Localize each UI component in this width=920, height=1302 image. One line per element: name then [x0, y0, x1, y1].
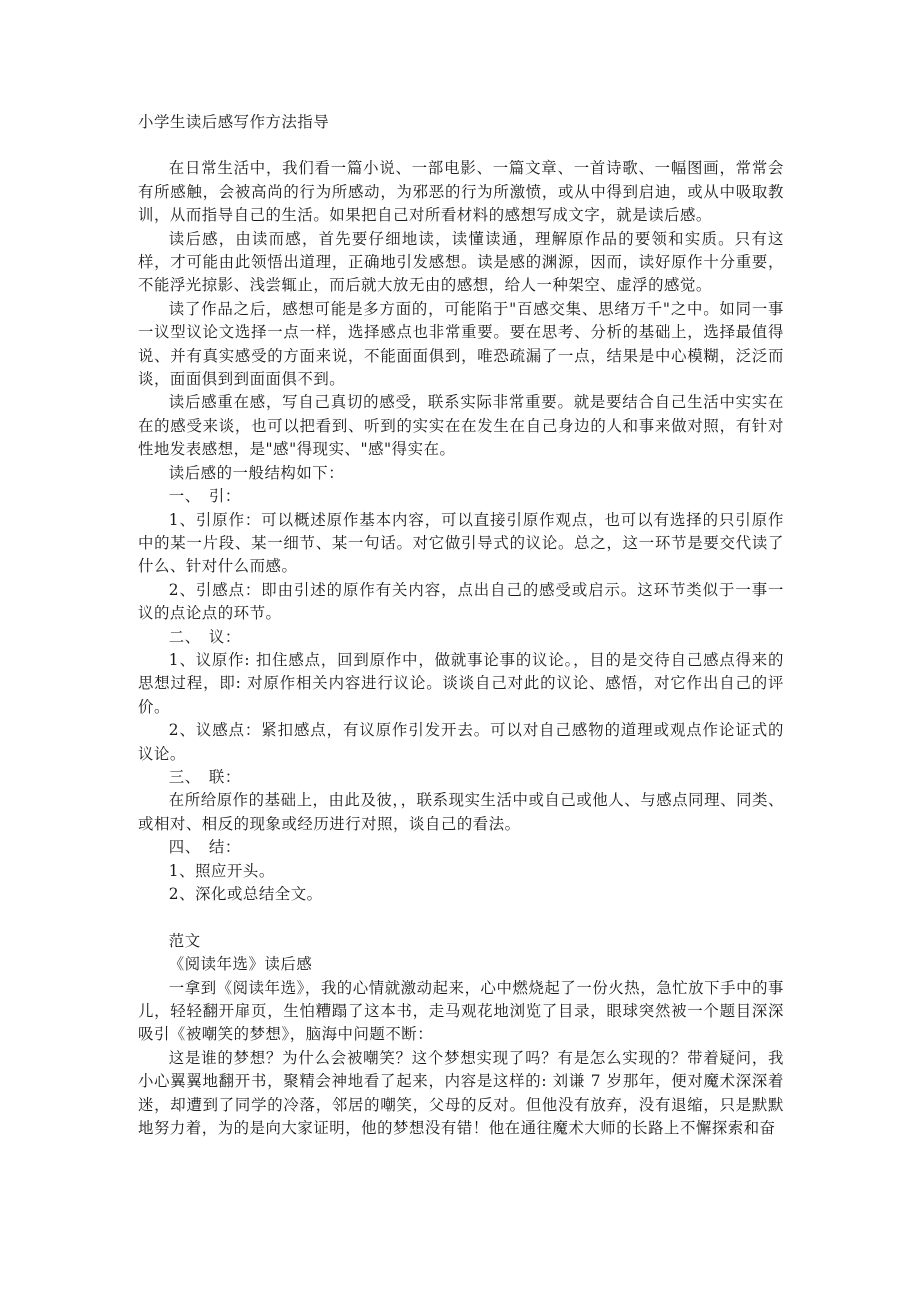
structure-intro: 读后感的一般结构如下：	[168, 463, 345, 482]
section-heading-jie: 四、 结：	[168, 838, 241, 857]
sample-label: 范文	[168, 931, 201, 950]
body-paragraph: 在所给原作的基础上，由此及彼，，联系现实生活中或自己或他人、与感点同理、同类、或相对、相反的现象或经历进行对照，谈自己的看法。	[138, 791, 784, 833]
document-page	[138, 111, 784, 1140]
body-paragraph: 在日常生活中，我们看一篇小说、一部电影、一篇文章、一首诗歌、一幅图画，常常会有所感触，会被高尚的行为所感动，为邪恶的行为所激愤，或从中得到启迪，或从中吸取教训，从而指导自己的生活。如果把自己对所看材料的感想写成文字，就是读后感。	[138, 159, 784, 225]
body-paragraph: 2、深化或总结全文。	[168, 885, 323, 903]
body-paragraph: 读后感重在感，写自己真切的感受，联系实际非常重要。就是要结合自己生活中实实在在的感受来谈，也可以把看到、听到的实实在在发生在自己身边的人和事来做对照，有针对性地发表感想，是"感"得现实、"感"得实在。	[138, 393, 784, 459]
document-title: 小学生读后感写作方法指导	[138, 113, 330, 131]
body-paragraph: 1、照应开头。	[168, 861, 275, 880]
body-paragraph: 读后感，由读而感，首先要仔细地读，读懂读通，理解原作品的要领和实质。只有这样，才可能由此领悟出道理，正确地引发感想。读是感的渊源，因而，读好原作十分重要，不能浮光掠影、浅尝辄止，而后就大放无由的感想，给人一种架空、虚浮的感觉。	[138, 229, 784, 295]
body-paragraph: 2、引感点：即由引述的原作有关内容，点出自己的感受或启示。这环节类似于一事一议的点论点的环节。	[138, 580, 784, 623]
body-paragraph: 1、议原作: 扣住感点，回到原作中，做就事论事的议论。，目的是交待自己感点得来的思想过程，即: 对原作相关内容进行议论。谈谈自己对此的议论、感悟，对它作出自己的评价。	[138, 650, 784, 716]
sample-essay-title: 《阅读年选》读后感	[168, 955, 313, 974]
section-heading-yin: 一、 引：	[168, 487, 241, 506]
body-paragraph: 读了作品之后，感想可能是多方面的，可能陷于"百感交集、思绪万千"之中。如同一事一议型议论文选择一点一样，选择感点也非常重要。要在思考、分析的基础上，选择最值得说、并有真实感受的方面来说，不能面面俱到，唯恐疏漏了一点，结果是中心模糊，泛泛而谈，面面俱到到面面俱不到。	[138, 299, 784, 389]
body-paragraph: 2、议感点：紧扣感点，有议原作引发开去。可以对自己感物的道理或观点作论证式的议论。	[138, 721, 784, 763]
sample-paragraph: 一拿到《阅读年选》，我的心情就激动起来，心中燃烧起了一份火热，急忙放下手中的事儿，轻轻翻开扉页，生怕糟蹋了这本书，走马观花地浏览了目录，眼球突然被一个题目深深吸引《被嘲笑的梦想》，脑海中问题不断：	[138, 978, 784, 1044]
section-heading-lian: 三、 联：	[168, 767, 241, 786]
sample-paragraph: 这是谁的梦想？为什么会被嘲笑？这个梦想实现了吗？有是怎么实现的？带着疑问，我小心翼翼地翻开书，聚精会神地看了起来，内容是这样的: 刘谦 7 岁那年，便对魔术深深着迷，却遭到了同学的冷落，邻居的嘲笑，父母的反对。但他没有放弃，没有退缩，只是默默地努力着，为的是向大家证明，他的梦想没有错！他在通往魔术大师的长路上不懈探索和奋	[138, 1048, 784, 1138]
blank-line	[138, 906, 784, 929]
body-paragraph: 1、引原作：可以概述原作基本内容，可以直接引原作观点，也可以有选择的只引原作中的某一片段、某一细节、某一句话。对它做引导式的议论。总之，这一环节是要交代读了什么、针对什么而感。	[138, 510, 784, 576]
section-heading-yi: 二、 议：	[168, 627, 241, 646]
